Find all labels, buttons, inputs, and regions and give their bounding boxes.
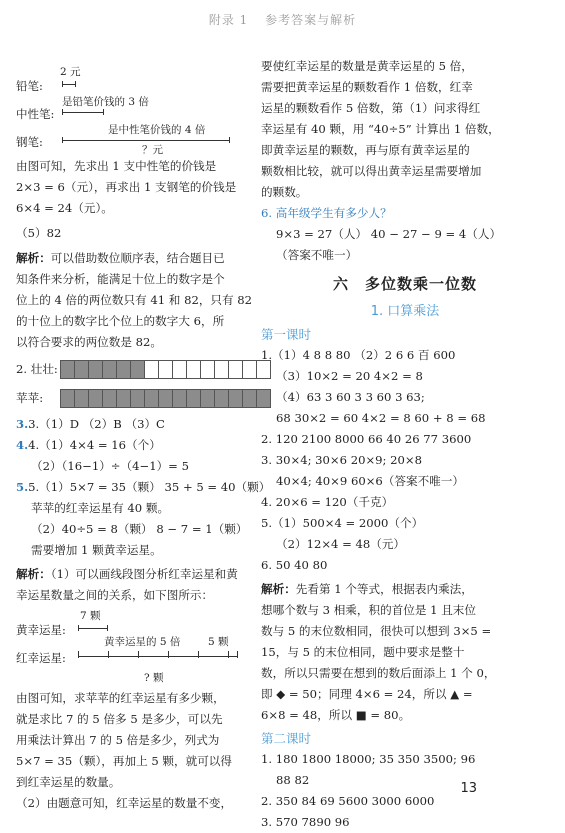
ann-4times: 是中性笔价钱的 4 倍 [108,124,206,136]
text-line: 幸运星数量之间的关系，如下图所示： [16,588,214,602]
label-yellow-star: 黄幸运星: [16,623,66,637]
text-line: 数，所以只需要在想到的数后面添上 1 个 0， [261,666,496,680]
text-line: 要使红幸运星的数量是黄幸运星的 5 倍， [261,59,473,73]
ann-question-yuan: ？元 [142,144,163,156]
header-title: 参考答案与解析 [265,13,357,27]
answer-line: 3. 570 7890 96 [261,815,350,829]
grid-label-2: 苹苹: [16,390,44,405]
text-line: 需要把黄幸运星的颗数看作 1 倍数，红幸 [261,80,473,94]
text-line: 幸运星有 40 颗，用 “40÷5” 计算出 1 倍数， [261,122,500,136]
answer-line: 需要增加 1 颗黄幸运星。 [31,543,162,557]
chapter-title: 六 多位数乘一位数 [332,275,477,293]
text-line: 由图可知，求苹苹的红幸运星有多少颗， [16,691,225,705]
segment-red [78,648,238,657]
segment-pencil [62,78,76,85]
pencil-price-diagram [16,62,274,154]
answer-line: 4. 20×6 = 120（千克） [261,495,394,509]
text-line: 即 ◆ = 50；同理 4×6 = 24，所以 ▲ = [261,687,473,701]
answer-line: 2. 120 2100 8000 66 40 26 77 3600 [261,432,472,446]
lesson-1-title: 第一课时 [261,327,312,342]
answer-line: 1.（1）4 8 8 80 （2）2 6 6 百 600 [261,348,456,362]
grid-zhuangzhuang [16,356,274,382]
text-line: 5×7 = 35（颗），再加上 5 颗，就可以得 [16,754,232,768]
text-line: 2×3 = 6（元），再求出 1 支钢笔的价钱是 [16,180,237,194]
segment-yellow [78,622,108,629]
ann-5: 5 颗 [208,636,229,648]
text-line: 由图可知，先求出 1 支中性笔的价钱是 [16,159,217,173]
answer-line: 5.（1）500×4 = 2000（个） [261,516,424,530]
segment-middle-pen [62,106,104,113]
grid-label-1: 2. 壮壮: [16,361,58,376]
text-line: 用乘法计算出 7 的 5 倍是多少，列式为 [16,733,220,747]
right-column [261,56,549,833]
answer-line: （2）（16−1）÷（4−1）= 5 [31,459,189,473]
question-6: 6. 高年级学生有多少人？ [261,206,392,220]
text-line: 知条件来分析，能满足十位上的数字是个 [16,272,225,286]
grid-cells-1 [60,360,271,379]
label-pencil: 铅笔: [16,79,43,93]
answer-line: 1. 180 1800 18000; 35 350 3500; 96 [261,752,476,766]
lesson-2-title: 第二课时 [261,731,312,746]
label-red-star: 红幸运星: [16,651,66,665]
answer-line: 3.3.（1）D （2）B （3）C [16,417,165,431]
ann-7: 7 颗 [80,610,101,622]
text-line: 6×4 = 24（元）。 [16,201,113,215]
analysis-label: 解析： [16,251,51,265]
answer-line: （4）63 3 60 3 3 60 3 63; [276,390,425,404]
star-count-diagram [16,606,274,688]
left-column [16,62,274,814]
grid-cells-2 [60,389,271,408]
text-line: 运星的颗数看作 5 倍数，第（1）问求得红 [261,101,481,115]
text-line: （1）可以画线段图分析红幸运星和黄 [50,567,238,581]
text-line: 的颗数。 [261,185,308,199]
grid-pingping [16,385,274,411]
answer-line: （2）40÷5 = 8（颗） 8 − 7 = 1（颗） [31,522,248,536]
section-title: 1. 口算乘法 [370,304,440,319]
answer-line: 40×4; 40×9 60×6（答案不唯一） [276,474,464,488]
text-line: 即黄幸运星的颗数，再与原有黄幸运星的 [261,143,470,157]
text-line: 的十位上的数字比个位上的数字大 6，所 [16,314,225,328]
label-fountain-pen: 钢笔: [16,135,43,149]
header-appendix: 附录 1 [208,13,249,27]
text-line: 先看第 1 个等式，根据表内乘法， [295,582,473,596]
text-line: 想哪个数与 3 相乘，积的首位是 1 且末位 [261,603,476,617]
answer-line: （3）10×2 = 20 4×2 = 8 [276,369,423,383]
text-line: 到红幸运星的数量。 [16,775,121,789]
answer-6: 9×3 = 27（人） 40 − 27 − 9 = 4（人） [276,227,502,241]
answer-line: 6. 50 40 80 [261,558,328,572]
page-number: 13 [460,781,477,796]
label-middle-pen: 中性笔: [16,107,55,121]
analysis-label: 解析： [261,582,296,596]
answer-line: 88 82 [276,773,310,787]
page-header [0,0,565,44]
text-line: （2）由题意可知，红幸运星的数量不变， [16,796,233,810]
text-line: 6×8 = 48，所以 ■ = 80。 [261,708,411,722]
text-line: 位上的 4 倍的两位数只有 41 和 82，只有 82 [16,293,253,307]
answer-6-note: （答案不唯一） [276,248,358,262]
answer-line: （2）12×4 = 48（元） [276,537,406,551]
answer-q5: （5）82 [16,226,62,240]
text-line: 颗数相比较，就可以得出黄幸运星需要增加 [261,164,482,178]
answer-line: 68 30×2 = 60 4×2 = 8 60 + 8 = 68 [276,411,486,425]
text-line: 就是求比 7 的 5 倍多 5 是多少，可以先 [16,712,223,726]
answer-line: 5.5.（1）5×7 = 35（颗） 35 + 5 = 40（颗） [16,480,271,494]
ann-5times: 黄幸运星的 5 倍 [104,636,181,648]
ann-question: ? 颗 [144,672,164,684]
answer-line: 3. 30×4; 30×6 20×9; 20×8 [261,453,422,467]
ann-2yuan: 2 元 [60,66,81,78]
answer-line: 苹苹的红幸运星有 40 颗。 [31,501,170,515]
ann-3times: 是铅笔价钱的 3 倍 [62,96,149,108]
answer-line: 4.4.（1）4×4 = 16（个） [16,438,161,452]
text-line: 数与 5 的末位数相同，很快可以想到 3×5 = [261,624,492,638]
answer-line: 2. 350 84 69 5600 3000 6000 [261,794,435,808]
text-line: 以符合要求的两位数是 82。 [16,335,162,349]
text-line: 可以借助数位顺序表，结合题目已 [50,251,225,265]
text-line: 15，与 5 的末位相同，题中要求是整十 [261,645,465,659]
analysis-label: 解析： [16,567,51,581]
